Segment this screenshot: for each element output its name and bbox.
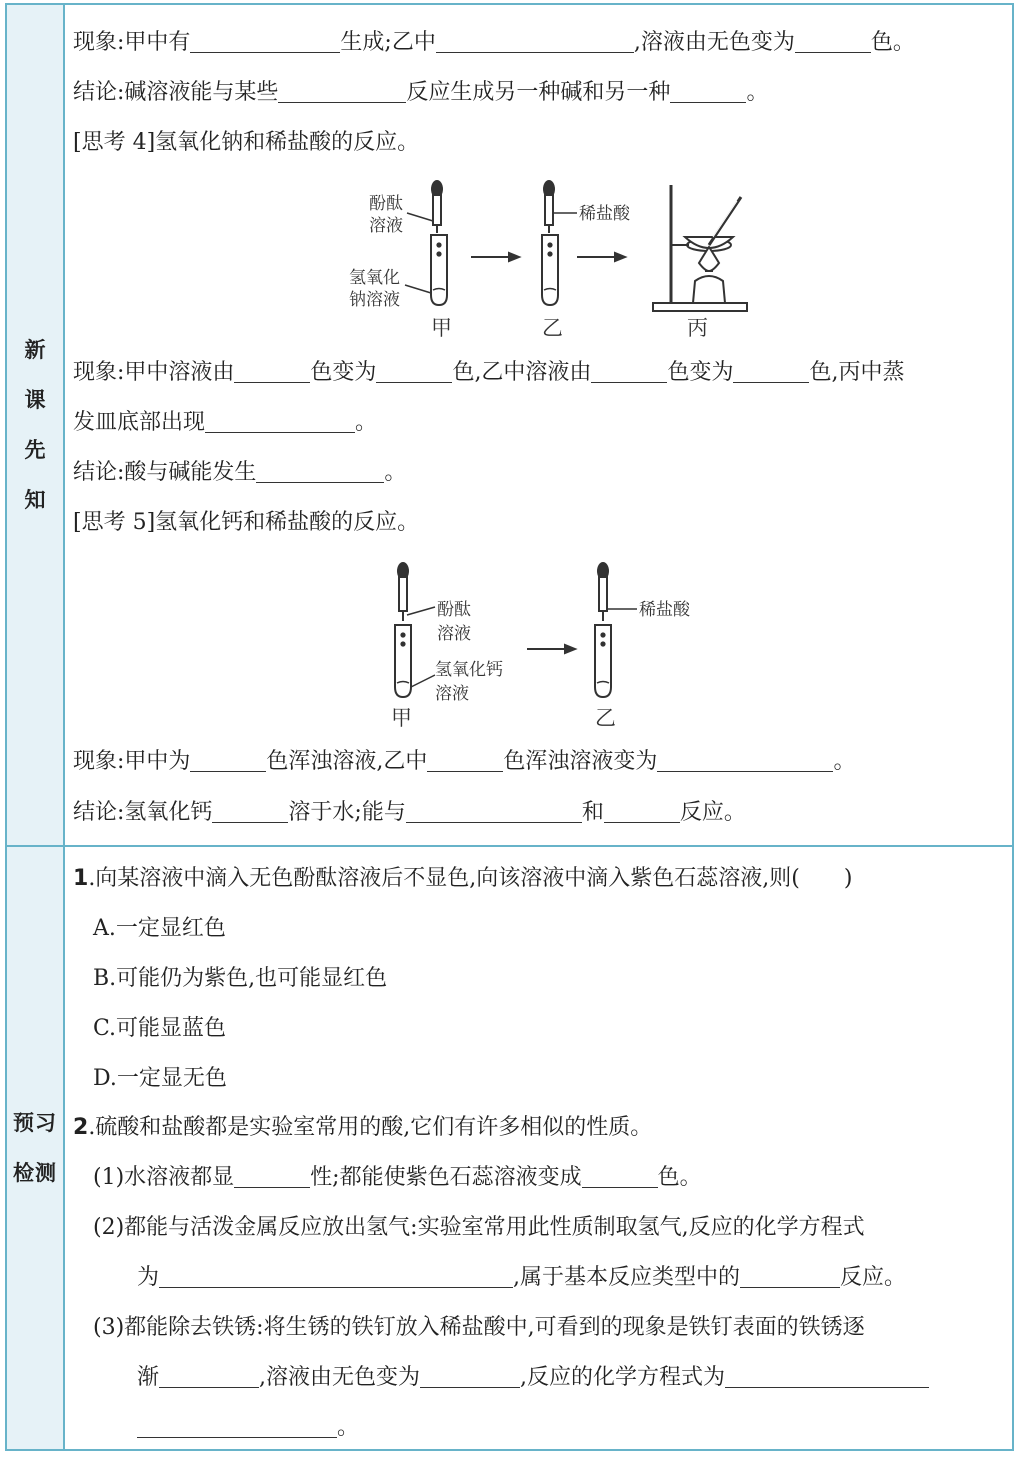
- text: 生成;乙中: [340, 30, 436, 55]
- section-label-char: 新: [24, 338, 46, 362]
- text: 。: [833, 749, 856, 774]
- conclusion-line-2: [73, 458, 406, 488]
- text: ,反应的化学方程式为: [520, 1365, 726, 1390]
- text: 。: [337, 1415, 360, 1440]
- think-4-heading: [思考 4]氢氧化钠和稀盐酸的反应。: [73, 130, 420, 155]
- text: 反应。: [679, 800, 746, 825]
- blank[interactable]: [657, 747, 833, 772]
- text: 。: [746, 80, 769, 105]
- blank[interactable]: [159, 1263, 513, 1288]
- text: 性;都能使紫色石蕊溶液变成: [310, 1165, 582, 1190]
- question-2-stem: [73, 1113, 652, 1143]
- question-2-part-3-cont: [137, 1363, 929, 1393]
- observation-line-3: [73, 747, 855, 777]
- label-caoh: 溶液: [435, 684, 469, 704]
- blank[interactable]: [604, 798, 680, 823]
- worksheet-frame: [5, 3, 1014, 1451]
- label-yi: 乙: [542, 316, 563, 340]
- question-2-part-3-end: [137, 1413, 359, 1443]
- blank[interactable]: [256, 458, 384, 483]
- text: 色。: [870, 30, 915, 55]
- blank[interactable]: [137, 1413, 337, 1438]
- text: 现象:甲中溶液由: [73, 360, 235, 385]
- blank[interactable]: [740, 1263, 840, 1288]
- blank[interactable]: [205, 408, 355, 433]
- text: 现象:甲中有: [73, 30, 191, 55]
- option-d[interactable]: D.一定显无色: [93, 1066, 227, 1091]
- option-b[interactable]: B.可能仍为紫色,也可能显红色: [93, 966, 388, 991]
- blank[interactable]: [190, 747, 266, 772]
- label-jia: 甲: [431, 316, 452, 340]
- text: .向某溶液中滴入无色酚酞溶液后不显色,向该溶液中滴入紫色石蕊溶液,则(: [88, 866, 800, 891]
- section-label-text: 检测: [13, 1161, 57, 1185]
- label-phenol: 溶液: [437, 624, 471, 644]
- section-new-course: [7, 5, 1012, 847]
- blank[interactable]: [278, 78, 406, 103]
- blank[interactable]: [159, 1363, 259, 1388]
- text: ,溶液由无色变为: [259, 1365, 421, 1390]
- text: 结论:氢氧化钙: [73, 800, 213, 825]
- text: 反应生成另一种碱和另一种: [406, 80, 671, 105]
- question-2-part-1: [93, 1163, 702, 1193]
- blank[interactable]: [582, 1163, 658, 1188]
- blank[interactable]: [733, 358, 809, 383]
- text: ,溶液由无色变为: [633, 30, 795, 55]
- text: .硫酸和盐酸都是实验室常用的酸,它们有许多相似的性质。: [88, 1115, 653, 1140]
- label-caoh: 氢氧化钙: [435, 660, 503, 680]
- question-number: 2: [73, 1115, 89, 1140]
- option-a[interactable]: A.一定显红色: [93, 916, 226, 941]
- section-label-char: 先: [24, 438, 46, 462]
- section-preview-check: [7, 847, 1012, 1449]
- section-label-new-course: [7, 5, 65, 845]
- text: 结论:酸与碱能发生: [73, 460, 257, 485]
- blank[interactable]: [234, 1163, 310, 1188]
- section-label-char: 课: [24, 388, 46, 412]
- text: 反应。: [840, 1265, 907, 1290]
- text: 色浑浊溶液变为: [503, 749, 658, 774]
- figure-caoh-hcl: [387, 555, 717, 735]
- question-1-stem: [73, 864, 852, 894]
- label-phenol: 酚酞: [437, 600, 471, 620]
- section-label-text: 预习: [13, 1111, 57, 1135]
- observation-line-2: [73, 358, 904, 388]
- blank[interactable]: [725, 1363, 929, 1388]
- blank[interactable]: [190, 28, 340, 53]
- option-c[interactable]: C.可能显蓝色: [93, 1016, 227, 1041]
- label-hcl: 稀盐酸: [579, 204, 630, 224]
- text: (1)水溶液都显: [93, 1165, 235, 1190]
- figure-naoh-hcl: [337, 173, 757, 345]
- conclusion-line-3: [73, 798, 746, 828]
- label-hcl: 稀盐酸: [639, 600, 690, 620]
- question-number: 1: [73, 866, 89, 891]
- label-naoh: 氢氧化: [349, 268, 400, 288]
- section-label-preview-check: [7, 847, 65, 1449]
- text: 渐: [137, 1365, 160, 1390]
- think-5-heading: [思考 5]氢氧化钙和稀盐酸的反应。: [73, 510, 420, 535]
- blank[interactable]: [436, 28, 634, 53]
- blank[interactable]: [795, 28, 871, 53]
- text: 色浑浊溶液,乙中: [266, 749, 428, 774]
- observation-line-1: [73, 28, 915, 58]
- text: 溶于水;能与: [288, 800, 406, 825]
- label-yi: 乙: [595, 706, 616, 730]
- text: 。: [355, 410, 378, 435]
- blank[interactable]: [212, 798, 288, 823]
- label-jia: 甲: [391, 706, 412, 730]
- text: 。: [384, 460, 407, 485]
- label-phenol: 溶液: [369, 216, 403, 236]
- question-2-part-2: (2)都能与活泼金属反应放出氢气:实验室常用此性质制取氢气,反应的化学方程式: [93, 1215, 865, 1240]
- blank[interactable]: [420, 1363, 520, 1388]
- text: ): [843, 866, 853, 891]
- blank[interactable]: [406, 798, 582, 823]
- text: 为: [137, 1265, 160, 1290]
- text: 结论:碱溶液能与某些: [73, 80, 279, 105]
- text: 色变为: [667, 360, 734, 385]
- blank[interactable]: [670, 78, 746, 103]
- question-2-part-3: (3)都能除去铁锈:将生锈的铁钉放入稀盐酸中,可看到的现象是铁钉表面的铁锈逐: [93, 1315, 865, 1340]
- text: 色,乙中溶液由: [452, 360, 592, 385]
- alcohol-lamp: [693, 276, 725, 303]
- blank[interactable]: [234, 358, 310, 383]
- text: 和: [581, 800, 604, 825]
- text: 色变为: [310, 360, 377, 385]
- conclusion-line-1: [73, 78, 768, 108]
- observation-line-2b: [73, 408, 377, 438]
- blank[interactable]: [427, 747, 503, 772]
- label-bing: 丙: [687, 316, 708, 340]
- label-naoh: 钠溶液: [349, 290, 400, 310]
- section-label-char: 知: [24, 488, 46, 512]
- label-phenol: 酚酞: [369, 194, 403, 214]
- blank[interactable]: [591, 358, 667, 383]
- text: 色,丙中蒸: [809, 360, 905, 385]
- text: 发皿底部出现: [73, 410, 206, 435]
- text: 色。: [657, 1165, 702, 1190]
- question-2-part-2-cont: [137, 1263, 906, 1293]
- text: ,属于基本反应类型中的: [513, 1265, 741, 1290]
- text: 现象:甲中为: [73, 749, 191, 774]
- blank[interactable]: [376, 358, 452, 383]
